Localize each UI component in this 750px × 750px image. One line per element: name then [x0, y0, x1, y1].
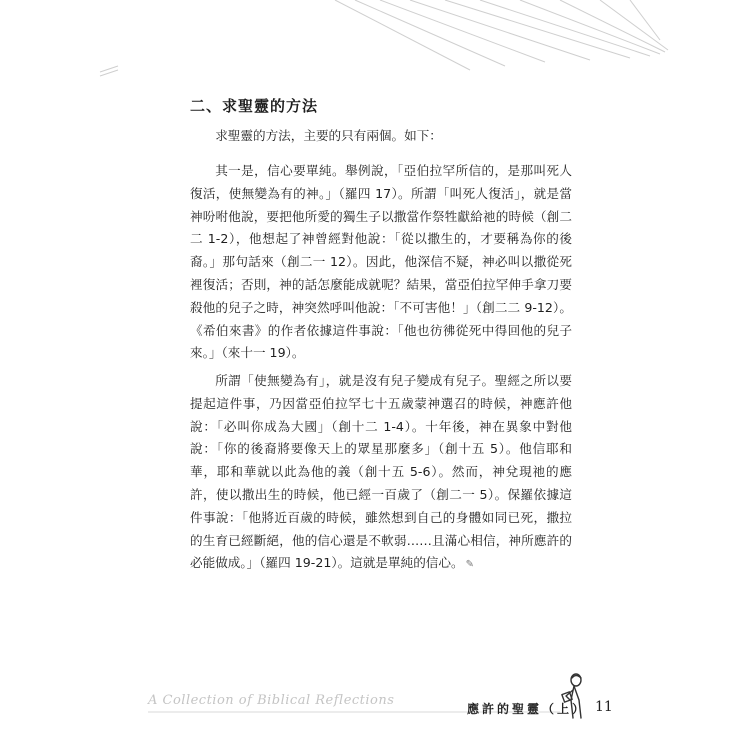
paragraph-make-something-from-nothing	[190, 370, 572, 577]
feather-quill-icon: ✎	[465, 559, 474, 571]
running-book-title: 應許的聖靈（上）	[467, 702, 588, 716]
reading-man-icon	[560, 672, 588, 720]
section-heading: 二、求聖靈的方法	[190, 97, 319, 115]
series-script-title: A Collection of Biblical Reflections	[148, 693, 395, 708]
paragraph-abraham-faith: 其一是，信心要單純。舉例說，「亞伯拉罕所信的，是那叫死人復活，使無變為有的神。」（羅四 17）。所謂「叫死人復活」，就是當神吩咐他說，要把他所愛的獨生子以撒當作祭牲獻給祂的時候（創二二 1-2），他想起了神曾經對他說：「從以撒生的，才要稱為你的後裔。」那句話來（創二一 12）。因此，他深信不疑，神必叫以撒從死裡復活；否則，神的話怎麼能成就呢？結果，當亞伯拉罕伸手拿刀要殺他的兒子之時，神突然呼叫他說：「不可害他！」（創二二 9-12）。《希伯來書》的作者依據這件事說：「他也彷彿從死中得回他的兒子來。」（來十一 19）。	[190, 163, 572, 361]
page-number: 11	[595, 699, 613, 715]
intro-paragraph: 求聖靈的方法，主要的只有兩個。如下：	[215, 128, 442, 143]
paragraph-text: 所謂「使無變為有」，就是沒有兒子變成有兒子。聖經之所以要提起這件事，乃因當亞伯拉罕七十五歲蒙神選召的時候，神應許他說：「必叫你成為大國」（創十二 1-4）。十年後，神在異象中對他說：「你的後裔將要像天上的眾星那麼多」（創十五 5）。他信耶和華，耶和華就以此為他的義（創十五 5-6）。然而，神兌現祂的應許，使以撒出生的時候，他已經一百歲了（創二一 5）。保羅依據這件事說：「他將近百歲的時候，雖然想到自己的身體如同已死，撒拉的生育已經斷絕，他的信心還是不軟弱……且滿心相信，神所應許的必能做成。」（羅四 19-21）。這就是單純的信心。	[190, 373, 572, 571]
